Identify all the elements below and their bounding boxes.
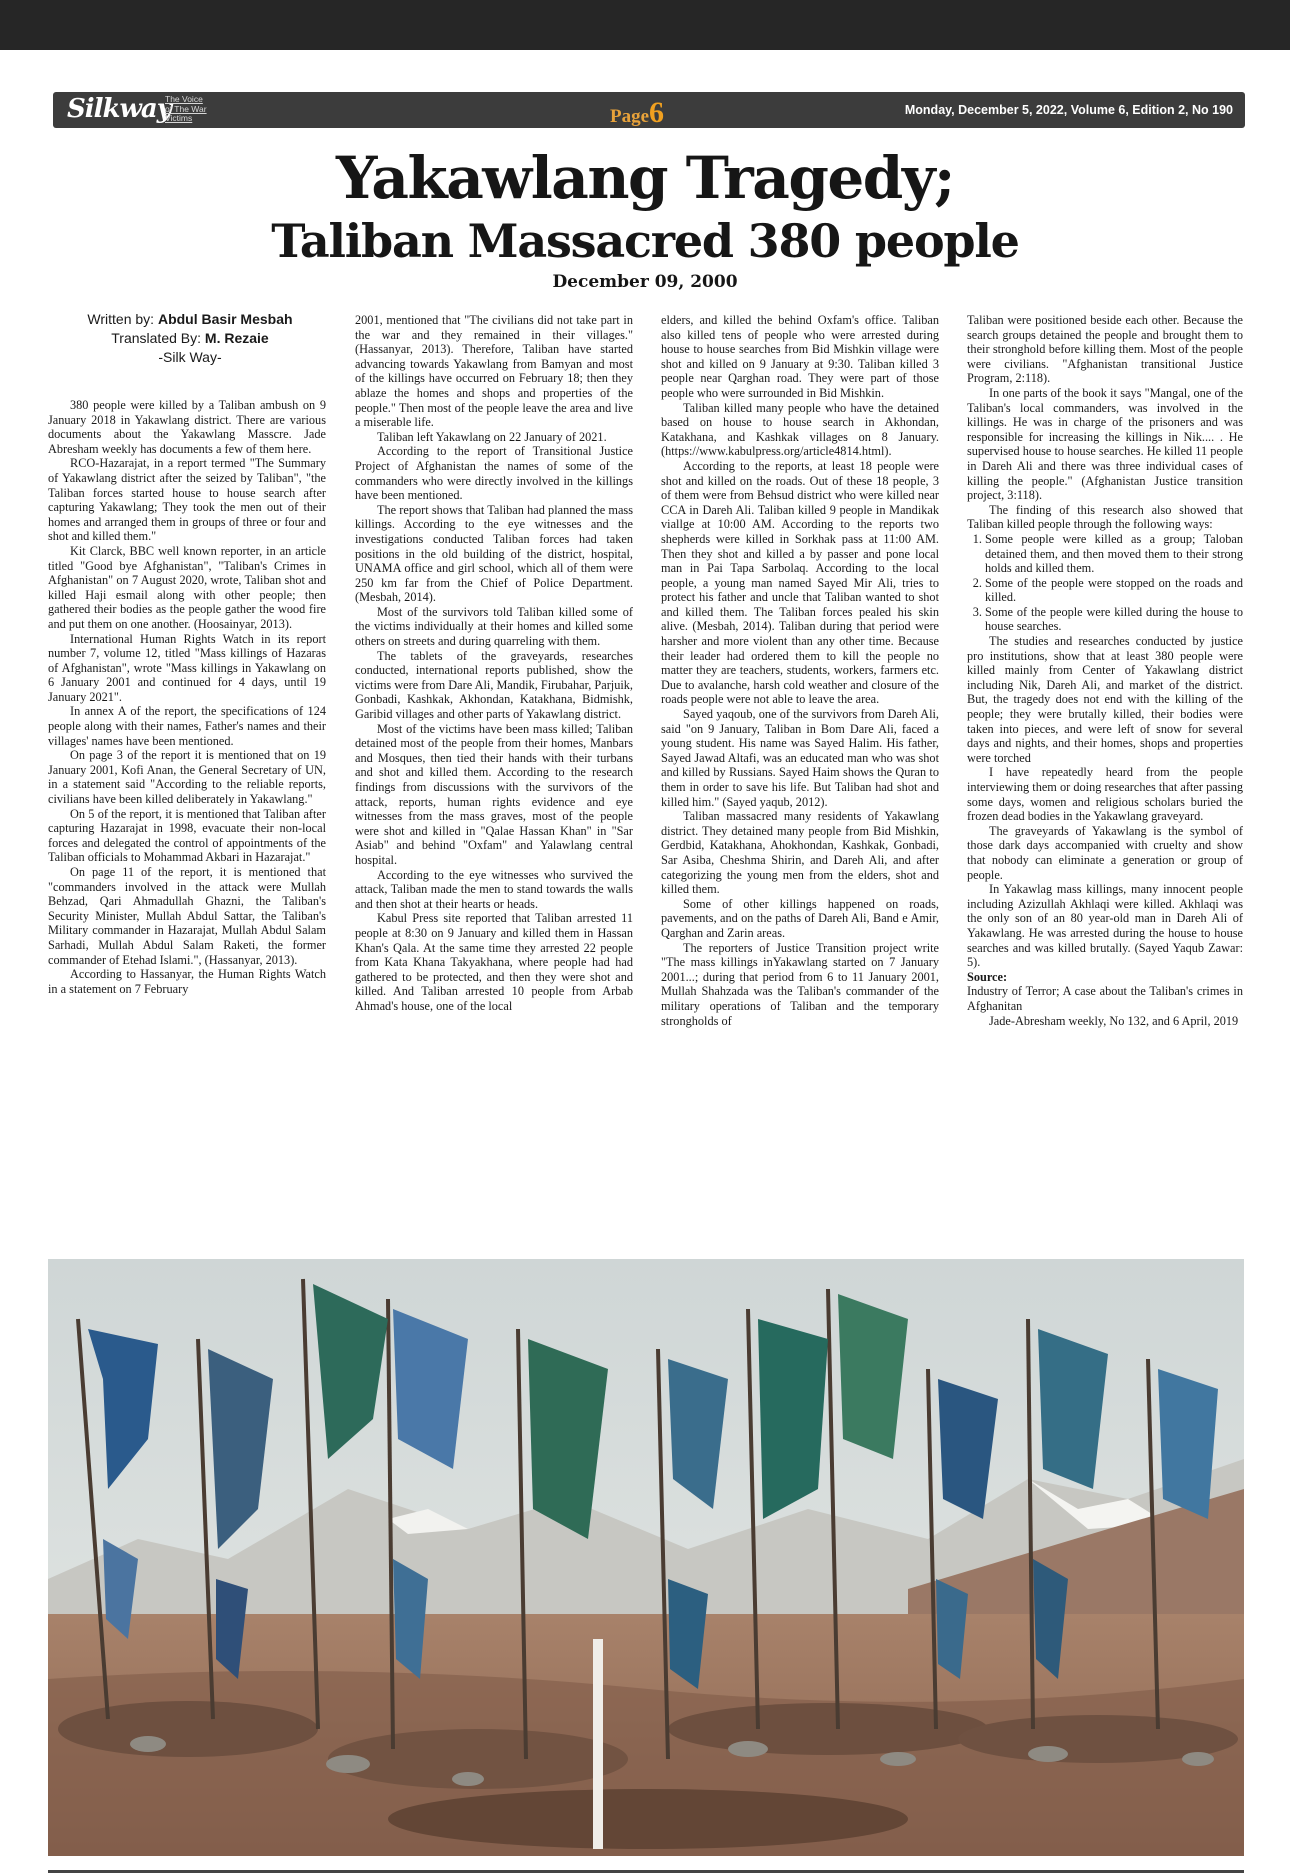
- paragraph: The report shows that Taliban had planned the mass killings. According to the eye witnesses and the investigations conducted Taliban forces had taken positions in the old building of the district, hospital, UNAMA office and girl school, which all of them were 250 km far from the Chief of Police Department. (Mesbah, 2014).: [355, 502, 633, 605]
- article-subtitle: Taliban Massacred 380 people: [271, 214, 1019, 268]
- article-dateline: December 09, 2000: [552, 272, 738, 292]
- paragraph: The graveyards of Yakawlang is the symbol of those dark days accompanied with cruelty and show that nobody can eliminate a generation or group of people.: [967, 823, 1243, 882]
- graveyard-flags-photo: [48, 1259, 1244, 1856]
- paragraph: According to the reports, at least 18 people were shot and killed on the roads. Out of these 18 people, 3 of them were from Behsud district who were killed near CCA in Dareh Ali. Taliban killed 9 people in Mandikak viallge at 10:00 AM. According to the reports two shepherds were killed in Sorkhak pass at 11:00 AM. Then they shot and killed a by passer and pone local man in Pai Tapa Sarbolaq. According to the local people, a young man named Sayed Mir Ali, tries to protect his father and uncle that Taliban wanted to shot and killed them. The Taliban forces pealed his skin alive. (Mesbah, 2014). Taliban during that period were harsher and more violent than any other time. Because their leader had ordered them to kill the people no matter they are teachers, students, workers, farmers etc. Due to avalanche, harsh cold weather and closure of the roads people were not able to leave the area.: [661, 458, 939, 707]
- paragraph: On page 11 of the report, it is mentioned that "commanders involved in the attack were Mullah Behzad, Qari Ahmadullah Ghazni, the Taliban's Security Minister, Mullah Abdul Sattar, the Taliban's Military commander in Hazarajat, Mullah Abdul Salam Sarhadi, Mullah Abdul Salam Raketi, the former commander of Etehad Islami.", (Hassanyar, 2013).: [48, 865, 326, 967]
- page-number: 6: [649, 96, 665, 129]
- paragraph: Sayed yaqoub, one of the survivors from Dareh Ali, said "on 9 January, Taliban in Bom Dare Ali, faced a young student. His name was Sayed Halim. His father, Sayed Jawad Altafi, was an educated man who was shot and killed by Russians. Sayed Haim shows the Quran to them in order to save his life. But Taliban had shot and killed him." (Sayed yaqub, 2012).: [661, 707, 939, 809]
- list-item: 1. Some people were killed as a group; Taloban detained them, and then moved them to their strong holds and killed them.: [985, 532, 1243, 576]
- issue-date-line: Monday, December 5, 2022, Volume 6, Edition 2, No 190: [904, 103, 1233, 117]
- paragraph: In one parts of the book it says "Mangal, one of the Taliban's local commanders, was involved in the killings. He was in charge of the prisoners and was responsible for increasing the killings in Nik.... . He supervised house to house searches. He killed 11 people in Dareh Ali and there was three individual cases of killing the people." (Afghanistan Justice transition project, 3:118).: [967, 385, 1243, 503]
- paragraph: In annex A of the report, the specifications of 124 people along with their names, Father's names and their villages' names have been mentioned.: [48, 704, 326, 748]
- paragraph: Kit Clarck, BBC well known reporter, in an article titled "Good bye Afghanistan", "Taliban's Crimes in Afghanistan" on 7 August 2020, wrote, Taliban shot and killed Haji esmail along with other people; then gathered their bodies as the people gather the wood fire and put them on one another. (Hoosainyar, 2013).: [48, 543, 326, 631]
- paragraph: Taliban killed many people who have the detained based on house to house search in Akhondan, Katakhana, and Kashkak villages on 8 January. (https://www.kabulpress.org/article4814.html).: [661, 400, 939, 459]
- paragraph: Some of other killings happened on roads, pavements, and on the paths of Dareh Ali, Band e Amir, Qarghan and Zarin areas.: [661, 896, 939, 940]
- paragraph: The finding of this research also showed that Taliban killed people through the following ways:: [967, 502, 1243, 532]
- article-column-4: [967, 313, 1243, 1028]
- publication-name: -Silk Way-: [158, 349, 222, 365]
- paragraph: According to Hassanyar, the Human Rights Watch in a statement on 7 February: [48, 967, 326, 996]
- paragraph: According to the eye witnesses who survived the attack, Taliban made the men to stand towards the walls and then shot at their hearts or heads.: [355, 867, 633, 911]
- list-item: 3. Some of the people were killed during the house to house searches.: [985, 605, 1243, 634]
- author-name: Abdul Basir Mesbah: [157, 311, 293, 327]
- masthead-band: [53, 92, 1245, 128]
- paragraph: On 5 of the report, it is mentioned that Taliban after capturing Hazarajat in 1998, evacuate their non-local forces and delegated the control of appointments of the Taliban officials to Mohammad Akbari in Hazarajat.": [48, 806, 326, 865]
- source-heading: Source:: [967, 969, 1008, 984]
- paragraph: According to the report of Transitional Justice Project of Afghanistan the names of some of the commanders who were directly involved in the killings have been mentioned.: [355, 444, 633, 503]
- paragraph: The studies and researches conducted by justice pro institutions, show that at least 380 people were killed mainly from Center of Yakawlang district including Nik, Dareh Ali, and market of the district. But, the tragedy does not end with the killing of the people; they were brutally killed, their bodies were taken into pieces, and were left of snow for several days and nights, and their homes, shops and properties were torched: [967, 634, 1243, 765]
- paragraph: The reporters of Justice Transition project write "The mass killings inYakawlang started on 7 January 2001...; during that period from 6 to 11 January 2001, Mullah Shahzada was the Taliban's commander of the military operations of Taliban and the temporary strongholds of: [661, 940, 939, 1028]
- source-entry: Jade-Abresham weekly, No 132, and 6 April, 2019: [989, 1013, 1239, 1028]
- page-label: Page6: [610, 96, 665, 129]
- paragraph: On page 3 of the report it is mentioned that on 19 January 2001, Kofi Anan, the General Secretary of UN, in a statement said "According to the reliable reports, civilians have been killed deliberately in Yakawlang.": [48, 748, 326, 807]
- article-column-1: [48, 398, 326, 996]
- paragraph: International Human Rights Watch in its report number 7, volume 12, titled "Mass killings of Hazaras of Afghanistan", wrote "Mass killings in Yakawlang on 6 January 2001 and continued for 4 days, until 19 January 2021".: [48, 631, 326, 704]
- paragraph: Kabul Press site reported that Taliban arrested 11 people at 8:30 on 9 January and killed them in Hassan Khan's Qala. At the same time they arrested 22 people from Kata Khana Takyakhana, where people had had gathered to be protected, and then they were shot and killed. And Taliban arrested 10 people from Arbab Ahmad's house, one of the local: [355, 911, 633, 1013]
- killing-methods-list: [967, 532, 1243, 634]
- paragraph: Taliban left Yakawlang on 22 January of 2021.: [377, 429, 607, 444]
- article-column-2: [355, 313, 633, 1014]
- paragraph: RCO-Hazarajat, in a report termed "The Summary of Yakawlang district after the seized by Taliban", "the Taliban forces started house to house search after capturing Yakawlang; They took the men out of their homes and arranged them in groups of three or four and shot and killed them.": [48, 456, 326, 544]
- paragraph: Most of the survivors told Taliban killed some of the victims individually at their homes and killed some others on streets and during quarreling with them.: [355, 604, 633, 649]
- top-bar: [0, 0, 1290, 50]
- list-item: 2. Some of the people were stopped on the roads and killed.: [985, 576, 1243, 605]
- silkway-logo: Silkway: [67, 94, 171, 124]
- article-column-3: [661, 313, 939, 1028]
- paragraph: Most of the victims have been mass killed; Taliban detained most of the people from their homes, Manbars and Mosques, then tied their hands with their turbans and shot and killed them. According to the research findings from discussions with the survivors of the attack, reports, human rights evidence and eye witnesses from the mass graves, most of the people were shot and killed in "Qalae Hassan Khan" in "Sar Asiab" and behind "Oxfam" and Yalawlang central hospital.: [355, 721, 633, 867]
- paragraph: Taliban were positioned beside each other. Because the search groups detained the people and brought them to their stronghold before killing them. Most of the people were civilians. "Afghanistan transitional Justice Program, 2:118).: [967, 313, 1243, 386]
- paragraph: 380 people were killed by a Taliban ambush on 9 January 2018 in Yakawlang district. There are various documents about the Yakawlang Masscre. Jade Abresham weekly has documents a few of them here.: [48, 398, 326, 456]
- paragraph: I have repeatedly heard from the people interviewing them or doing researches that after passing some days, women and religious scholars buried the frozen dead bodies in the Yakawlang graveyard.: [967, 765, 1243, 824]
- paragraph: Taliban massacred many residents of Yakawlang district. They detained many people from Bid Mishkin, Gerdbid, Katakhana, Ahokhondan, Kashkak, Gonbadi, Sar Asiba, Cheshma Shirin, and Dareh Ali, and after categorizing the young men from the elders, shot and killed them.: [661, 809, 939, 897]
- paragraph: 2001, mentioned that "The civilians did not take part in the war and they remained in their villages." (Hassanyar, 2013). Therefore, Taliban have started advancing towards Yakawlang from Bamyan and most of the killings have occurred on February 18; then they ablaze the homes and shops and properties of the people." Then most of the people leave the area and live a miserable life.: [355, 313, 633, 430]
- masthead-tagline: The Voice of The War Victims: [165, 94, 207, 123]
- paragraph: elders, and killed the behind Oxfam's office. Taliban also killed tens of people who were arrested during house to house searches from Bid Mishkin village were shot and killed on 9 January at 9:30. Taliban killed 3 people near Qarghan road. They were part of those people who were surrounded in Bid Mishkin.: [661, 313, 939, 400]
- translator-name: M. Rezaie: [204, 330, 269, 346]
- byline: Written by: Abdul Basir Mesbah Translated By: M. Rezaie -Silk Way-: [55, 310, 325, 367]
- paragraph: The tablets of the graveyards, researches conducted, international reports published, show the victims were from Dare Ali, Mandik, Firubahar, Parjuik, Gonbadi, Kashkak, Akhondan, Katakhana, Bidmishk, Garibid villages and other parts of Yakawlang district.: [355, 648, 633, 722]
- article-title: Yakawlang Tragedy;: [336, 144, 954, 212]
- newspaper-page: [5, 50, 1285, 1845]
- source-entry: Industry of Terror; A case about the Taliban's crimes in Afghanitan: [967, 984, 1243, 1013]
- paragraph: In Yakawlag mass killings, many innocent people including Azizullah Akhlaqi were killed. Akhlaqi was the only son of an 80 year-old man in Dareh Ali of Yakawlang. He was arrested during the house to house searches and was killed brutally. (Sayed Yaqub Zawar: 5).: [967, 882, 1243, 970]
